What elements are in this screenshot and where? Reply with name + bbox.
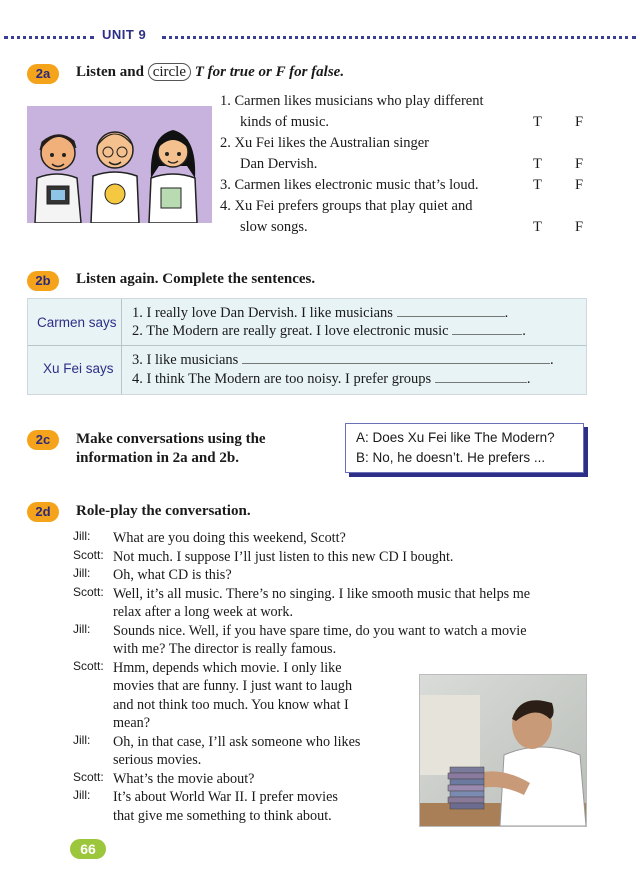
header-dots-right <box>162 36 636 39</box>
dialogue-line <box>73 548 593 567</box>
sentence-4-text: 4. I think The Modern are too noisy. I prefer groups <box>132 371 432 387</box>
tf-item-text: Xu Fei prefers groups that play quiet and <box>234 198 473 214</box>
true-option-1[interactable]: T <box>533 114 542 130</box>
line-text: Oh, in that case, I’ll ask someone who likes <box>113 733 361 750</box>
speaker: Scott: <box>73 584 104 599</box>
line-text: with me? The director is really famous. <box>113 641 337 657</box>
sentence-3-text: 3. I like musicians <box>132 352 239 368</box>
line-text: serious movies. <box>113 752 202 768</box>
line-text: Oh, what CD is this? <box>113 567 232 583</box>
sentence-end: . <box>522 323 526 339</box>
tf-item-num: 1. <box>220 93 231 109</box>
tf-item-text-cont: Dan Dervish. <box>240 156 318 172</box>
sample-conversation-box <box>345 423 584 473</box>
speaker <box>73 696 113 715</box>
sentence-2-text: 2. The Modern are really great. I love electronic music <box>132 323 449 339</box>
instruction-2c-line1: Make conversations using the <box>76 431 266 447</box>
false-option-1[interactable]: F <box>575 114 584 130</box>
speaker: Jill: <box>73 529 91 543</box>
line-text: Well, it’s all music. There’s no singing. I like smooth music that helps me <box>113 585 531 602</box>
sentence-end: . <box>504 305 509 321</box>
dialogue-line <box>73 640 593 659</box>
tf-item-text-cont: kinds of music. <box>240 114 330 130</box>
line-text: It’s about World War II. I prefer movies <box>113 789 338 805</box>
line-text: What’s the movie about? <box>113 770 255 787</box>
tf-item-text: Xu Fei likes the Australian singer <box>234 135 430 151</box>
man-with-cds-photo <box>419 674 587 827</box>
unit-title: UNIT 9 <box>96 27 152 42</box>
false-option-3[interactable]: F <box>575 177 584 193</box>
answer-blank-4[interactable] <box>435 370 527 383</box>
line-text: that give me something to think about. <box>113 807 332 824</box>
tf-item-num: 2. <box>220 135 231 151</box>
badge-2d: 2d <box>27 502 59 522</box>
row-label-carmen: Carmen says <box>37 315 117 330</box>
tf-item-text-cont: slow songs. <box>240 219 308 235</box>
tf-list <box>220 91 620 238</box>
speaker <box>73 714 113 733</box>
line-text: Not much. I suppose I’ll just listen to this new CD I bought. <box>113 548 454 565</box>
tf-item-4 <box>220 196 620 217</box>
instr-2a-pre: Listen and <box>76 64 148 80</box>
row-label-xufei: Xu Fei says <box>43 361 114 376</box>
answer-blank-2[interactable] <box>452 322 522 335</box>
three-students-image <box>27 106 212 223</box>
line-text: relax after a long week at work. <box>113 604 294 620</box>
tf-item-text: Carmen likes electronic music that’s loud. <box>234 177 479 193</box>
sentence-end: . <box>549 352 554 368</box>
answer-blank-1[interactable] <box>397 304 505 317</box>
true-option-3[interactable]: T <box>533 177 542 193</box>
line-text: movies that are funny. I just want to laugh <box>113 678 353 694</box>
instruction-2d: Role-play the conversation. <box>76 503 251 519</box>
speaker <box>73 807 113 826</box>
instruction-2c-line2: information in 2a and 2b. <box>76 450 239 466</box>
sentence-4 <box>132 369 582 389</box>
line-text: What are you doing this weekend, Scott? <box>113 530 346 546</box>
instr-2a-post: T for true or F for false. <box>191 64 345 80</box>
man-with-cds-image <box>420 675 586 826</box>
instr-2a-circle: circle <box>148 63 191 81</box>
dialogue-line <box>73 529 593 548</box>
header-dots-left <box>4 36 94 39</box>
students-illustration <box>27 106 212 223</box>
instruction-2c <box>76 430 266 468</box>
sentence-1-text: 1. I really love Dan Dervish. I like musicians <box>132 305 393 321</box>
tf-item-4-cont <box>220 217 620 238</box>
badge-2a: 2a <box>27 64 59 84</box>
speaker <box>73 677 113 696</box>
sample-line-a: A: Does Xu Fei like The Modern? <box>356 430 555 445</box>
badge-2b: 2b <box>27 271 59 291</box>
dialogue-line <box>73 566 593 585</box>
tf-item-2-cont <box>220 154 620 175</box>
complete-sentences-table <box>27 298 587 395</box>
dialogue-line <box>73 622 593 641</box>
speaker: Scott: <box>73 658 104 673</box>
sentence-3 <box>132 350 582 370</box>
speaker: Jill: <box>73 732 91 747</box>
tf-item-text: Carmen likes musicians who play different <box>234 93 484 109</box>
table-divider-horizontal <box>28 345 586 346</box>
line-text: and not think too much. You know what I <box>113 696 349 713</box>
sentence-end: . <box>526 371 531 387</box>
speaker: Jill: <box>73 621 91 636</box>
speaker <box>73 751 113 770</box>
speaker <box>73 603 113 622</box>
dialogue-line <box>73 585 593 604</box>
answer-blank-3[interactable] <box>242 351 550 364</box>
tf-item-1 <box>220 91 620 112</box>
line-text: mean? <box>113 715 151 731</box>
speaker <box>73 640 113 659</box>
instruction-2a <box>76 64 344 81</box>
false-option-2[interactable]: F <box>575 156 584 172</box>
speaker: Jill: <box>73 788 91 802</box>
line-text: Hmm, depends which movie. I only like <box>113 659 342 676</box>
sentence-1 <box>132 303 582 323</box>
true-option-2[interactable]: T <box>533 156 542 172</box>
tf-item-2 <box>220 133 620 154</box>
table-divider-vertical <box>121 299 122 394</box>
tf-item-1-cont <box>220 112 620 133</box>
tf-item-num: 4. <box>220 198 231 214</box>
speaker: Scott: <box>73 769 104 784</box>
dialogue-line <box>73 603 593 622</box>
sentence-2 <box>132 321 582 341</box>
false-option-4[interactable]: F <box>575 219 584 235</box>
tf-item-num: 3. <box>220 177 231 193</box>
page-number: 66 <box>70 839 106 859</box>
speaker: Jill: <box>73 566 91 580</box>
speaker: Scott: <box>73 547 104 562</box>
instruction-2b: Listen again. Complete the sentences. <box>76 271 316 287</box>
tf-item-3 <box>220 175 620 196</box>
line-text: Sounds nice. Well, if you have spare time, do you want to watch a movie <box>113 622 527 639</box>
badge-2c: 2c <box>27 430 59 450</box>
sample-line-b: B: No, he doesn’t. He prefers ... <box>356 450 546 465</box>
true-option-4[interactable]: T <box>533 219 542 235</box>
